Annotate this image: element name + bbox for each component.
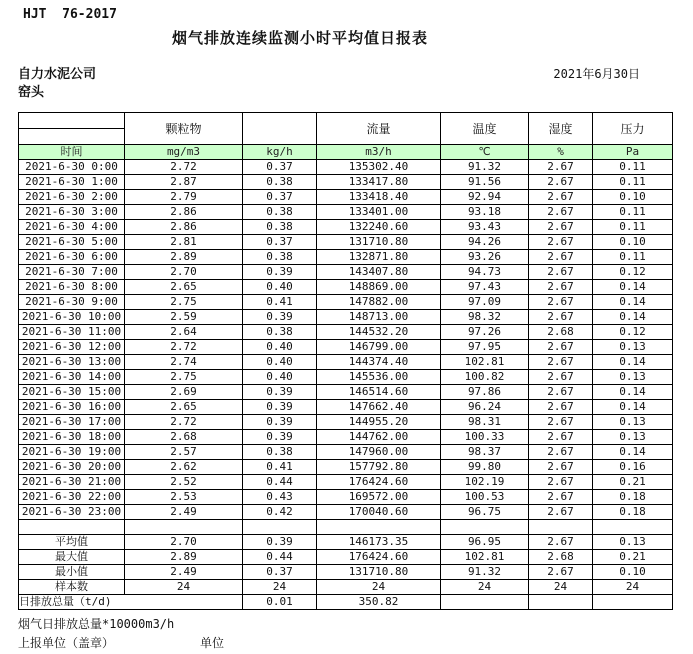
summary-value-cell: 24 — [125, 580, 243, 595]
value-cell: 0.38 — [243, 205, 317, 220]
value-cell: 96.75 — [441, 505, 529, 520]
value-cell: 0.13 — [593, 430, 673, 445]
data-row — [19, 235, 673, 250]
value-cell: 92.94 — [441, 190, 529, 205]
data-row — [19, 430, 673, 445]
summary-value-cell: 24 — [529, 580, 593, 595]
value-cell: 0.37 — [243, 160, 317, 175]
summary-value-cell: 0.21 — [593, 550, 673, 565]
value-cell: 2.52 — [125, 475, 243, 490]
summary-value-cell: 146173.35 — [317, 535, 441, 550]
value-cell: 132240.60 — [317, 220, 441, 235]
value-cell: 0.12 — [593, 325, 673, 340]
value-cell: 2.67 — [529, 190, 593, 205]
col-header-humidity: 湿度 — [529, 113, 593, 145]
value-cell: 0.39 — [243, 265, 317, 280]
value-cell: 176424.60 — [317, 475, 441, 490]
value-cell: 91.32 — [441, 160, 529, 175]
data-row — [19, 325, 673, 340]
value-cell: 0.41 — [243, 295, 317, 310]
value-cell: 97.09 — [441, 295, 529, 310]
data-row — [19, 295, 673, 310]
value-cell: 2.67 — [529, 175, 593, 190]
value-cell: 2.59 — [125, 310, 243, 325]
summary-value-cell: 2.70 — [125, 535, 243, 550]
summary-value-cell: 91.32 — [441, 565, 529, 580]
summary-value-cell: 0.37 — [243, 565, 317, 580]
value-cell: 0.13 — [593, 370, 673, 385]
value-cell: 147882.00 — [317, 295, 441, 310]
value-cell: 2.65 — [125, 400, 243, 415]
time-cell: 2021-6-30 23:00 — [19, 505, 125, 520]
value-cell: 0.18 — [593, 505, 673, 520]
daily-total-flow: 350.82 — [317, 595, 441, 610]
time-cell: 2021-6-30 11:00 — [19, 325, 125, 340]
value-cell: 0.14 — [593, 310, 673, 325]
value-cell: 0.14 — [593, 355, 673, 370]
data-row — [19, 265, 673, 280]
value-cell: 94.73 — [441, 265, 529, 280]
value-cell: 2.67 — [529, 445, 593, 460]
data-row — [19, 340, 673, 355]
daily-total-humidity — [529, 595, 593, 610]
value-cell: 93.18 — [441, 205, 529, 220]
spacer-cell — [529, 520, 593, 535]
value-cell: 2.67 — [529, 235, 593, 250]
value-cell: 2.49 — [125, 505, 243, 520]
value-cell: 100.82 — [441, 370, 529, 385]
value-cell: 157792.80 — [317, 460, 441, 475]
data-row — [19, 505, 673, 520]
value-cell: 99.80 — [441, 460, 529, 475]
daily-total-kg-h: 0.01 — [243, 595, 317, 610]
value-cell: 98.37 — [441, 445, 529, 460]
value-cell: 0.39 — [243, 430, 317, 445]
time-cell: 2021-6-30 10:00 — [19, 310, 125, 325]
unit-header-row — [19, 145, 673, 160]
value-cell: 0.39 — [243, 415, 317, 430]
value-cell: 0.11 — [593, 160, 673, 175]
value-cell: 148869.00 — [317, 280, 441, 295]
data-row — [19, 250, 673, 265]
col-header-temperature: 温度 — [441, 113, 529, 145]
value-cell: 91.56 — [441, 175, 529, 190]
unit-header-mg-m3: mg/m3 — [125, 145, 243, 160]
value-cell: 0.14 — [593, 295, 673, 310]
data-row — [19, 490, 673, 505]
value-cell: 0.39 — [243, 385, 317, 400]
doc-code: HJT 76-2017 — [23, 7, 117, 22]
value-cell: 0.39 — [243, 400, 317, 415]
value-cell: 2.67 — [529, 505, 593, 520]
company-name: 自力水泥公司 — [18, 67, 97, 82]
unit-header-m3-h: m3/h — [317, 145, 441, 160]
report-date: 2021年6月30日 — [553, 67, 640, 81]
value-cell: 2.81 — [125, 235, 243, 250]
time-cell: 2021-6-30 20:00 — [19, 460, 125, 475]
value-cell: 2.72 — [125, 340, 243, 355]
value-cell: 97.95 — [441, 340, 529, 355]
data-row — [19, 220, 673, 235]
reporting-unit-label: 上报单位（盖章） — [18, 636, 115, 650]
value-cell: 0.11 — [593, 220, 673, 235]
spacer-cell — [19, 520, 125, 535]
total-row — [19, 595, 673, 610]
group-header-row — [19, 113, 673, 129]
summary-row — [19, 580, 673, 595]
value-cell: 132871.80 — [317, 250, 441, 265]
summary-value-cell: 131710.80 — [317, 565, 441, 580]
value-cell: 2.62 — [125, 460, 243, 475]
spacer-cell — [317, 520, 441, 535]
value-cell: 2.67 — [529, 475, 593, 490]
data-row — [19, 400, 673, 415]
value-cell: 2.74 — [125, 355, 243, 370]
value-cell: 133401.00 — [317, 205, 441, 220]
col-header-blank — [243, 113, 317, 145]
time-cell: 2021-6-30 8:00 — [19, 280, 125, 295]
summary-value-cell: 0.44 — [243, 550, 317, 565]
col-header-particulate: 颗粒物 — [125, 113, 243, 145]
summary-value-cell: 2.67 — [529, 535, 593, 550]
value-cell: 2.67 — [529, 250, 593, 265]
value-cell: 0.14 — [593, 400, 673, 415]
value-cell: 0.11 — [593, 205, 673, 220]
summary-value-cell: 0.13 — [593, 535, 673, 550]
value-cell: 144532.20 — [317, 325, 441, 340]
time-cell: 2021-6-30 21:00 — [19, 475, 125, 490]
value-cell: 2.64 — [125, 325, 243, 340]
data-row — [19, 205, 673, 220]
value-cell: 0.14 — [593, 280, 673, 295]
value-cell: 0.12 — [593, 265, 673, 280]
value-cell: 2.67 — [529, 160, 593, 175]
value-cell: 2.79 — [125, 190, 243, 205]
value-cell: 2.72 — [125, 415, 243, 430]
value-cell: 98.32 — [441, 310, 529, 325]
unit-header-pa: Pa — [593, 145, 673, 160]
value-cell: 133417.80 — [317, 175, 441, 190]
monitoring-point: 窑头 — [18, 85, 45, 100]
value-cell: 131710.80 — [317, 235, 441, 250]
value-cell: 0.16 — [593, 460, 673, 475]
value-cell: 0.11 — [593, 175, 673, 190]
value-cell: 0.14 — [593, 445, 673, 460]
value-cell: 148713.00 — [317, 310, 441, 325]
value-cell: 145536.00 — [317, 370, 441, 385]
value-cell: 147662.40 — [317, 400, 441, 415]
spacer-cell — [441, 520, 529, 535]
value-cell: 0.37 — [243, 190, 317, 205]
data-row — [19, 445, 673, 460]
summary-value-cell: 24 — [317, 580, 441, 595]
value-cell: 147960.00 — [317, 445, 441, 460]
value-cell: 2.75 — [125, 295, 243, 310]
value-cell: 0.21 — [593, 475, 673, 490]
value-cell: 102.81 — [441, 355, 529, 370]
unit-header-time: 时间 — [19, 145, 125, 160]
value-cell: 144374.40 — [317, 355, 441, 370]
value-cell: 0.10 — [593, 235, 673, 250]
time-cell: 2021-6-30 15:00 — [19, 385, 125, 400]
summary-value-cell: 102.81 — [441, 550, 529, 565]
value-cell: 93.26 — [441, 250, 529, 265]
value-cell: 2.67 — [529, 205, 593, 220]
value-cell: 0.38 — [243, 250, 317, 265]
summary-value-cell: 2.68 — [529, 550, 593, 565]
spacer-cell — [125, 520, 243, 535]
summary-label-cell: 样本数 — [19, 580, 125, 595]
value-cell: 2.68 — [529, 325, 593, 340]
summary-label-cell: 最小值 — [19, 565, 125, 580]
value-cell: 2.67 — [529, 220, 593, 235]
data-row — [19, 310, 673, 325]
summary-value-cell: 2.89 — [125, 550, 243, 565]
value-cell: 102.19 — [441, 475, 529, 490]
value-cell: 2.67 — [529, 430, 593, 445]
value-cell: 93.43 — [441, 220, 529, 235]
value-cell: 143407.80 — [317, 265, 441, 280]
time-cell: 2021-6-30 22:00 — [19, 490, 125, 505]
data-row — [19, 160, 673, 175]
value-cell: 0.11 — [593, 250, 673, 265]
time-cell: 2021-6-30 2:00 — [19, 190, 125, 205]
data-row — [19, 370, 673, 385]
value-cell: 0.40 — [243, 340, 317, 355]
daily-total-temperature — [441, 595, 529, 610]
value-cell: 144955.20 — [317, 415, 441, 430]
value-cell: 0.37 — [243, 235, 317, 250]
value-cell: 97.26 — [441, 325, 529, 340]
page-title: 烟气排放连续监测小时平均值日报表 — [171, 29, 428, 47]
value-cell: 2.68 — [125, 430, 243, 445]
value-cell: 2.67 — [529, 265, 593, 280]
value-cell: 2.72 — [125, 160, 243, 175]
summary-row — [19, 550, 673, 565]
data-row — [19, 475, 673, 490]
data-row — [19, 415, 673, 430]
value-cell: 2.67 — [529, 400, 593, 415]
value-cell: 0.39 — [243, 310, 317, 325]
value-cell: 2.67 — [529, 280, 593, 295]
value-cell: 100.33 — [441, 430, 529, 445]
summary-label-cell: 最大值 — [19, 550, 125, 565]
value-cell: 133418.40 — [317, 190, 441, 205]
value-cell: 0.42 — [243, 505, 317, 520]
value-cell: 146514.60 — [317, 385, 441, 400]
time-cell: 2021-6-30 5:00 — [19, 235, 125, 250]
value-cell: 0.10 — [593, 190, 673, 205]
value-cell: 97.43 — [441, 280, 529, 295]
summary-row — [19, 565, 673, 580]
value-cell: 97.86 — [441, 385, 529, 400]
value-cell: 2.67 — [529, 415, 593, 430]
report-table — [18, 112, 673, 610]
time-cell: 2021-6-30 3:00 — [19, 205, 125, 220]
time-cell: 2021-6-30 14:00 — [19, 370, 125, 385]
summary-label-cell: 平均值 — [19, 535, 125, 550]
summary-value-cell: 0.39 — [243, 535, 317, 550]
value-cell: 0.40 — [243, 370, 317, 385]
value-cell: 2.87 — [125, 175, 243, 190]
data-row — [19, 385, 673, 400]
data-row — [19, 280, 673, 295]
value-cell: 0.44 — [243, 475, 317, 490]
data-row — [19, 175, 673, 190]
data-row — [19, 190, 673, 205]
value-cell: 0.13 — [593, 415, 673, 430]
time-cell: 2021-6-30 12:00 — [19, 340, 125, 355]
value-cell: 144762.00 — [317, 430, 441, 445]
corner-cell-bottom — [19, 129, 125, 145]
unit-header-celsius: ℃ — [441, 145, 529, 160]
value-cell: 135302.40 — [317, 160, 441, 175]
unit-header-kg-h: kg/h — [243, 145, 317, 160]
value-cell: 2.65 — [125, 280, 243, 295]
value-cell: 2.69 — [125, 385, 243, 400]
value-cell: 0.40 — [243, 355, 317, 370]
value-cell: 0.43 — [243, 490, 317, 505]
value-cell: 0.38 — [243, 445, 317, 460]
value-cell: 0.38 — [243, 220, 317, 235]
time-cell: 2021-6-30 18:00 — [19, 430, 125, 445]
value-cell: 96.24 — [441, 400, 529, 415]
value-cell: 2.67 — [529, 385, 593, 400]
unit-label: 单位 — [200, 636, 225, 650]
daily-total-label: 日排放总量（t/d) — [19, 595, 243, 610]
value-cell: 2.86 — [125, 205, 243, 220]
time-cell: 2021-6-30 0:00 — [19, 160, 125, 175]
summary-value-cell: 2.67 — [529, 565, 593, 580]
spacer-row — [19, 520, 673, 535]
value-cell: 2.70 — [125, 265, 243, 280]
value-cell: 169572.00 — [317, 490, 441, 505]
value-cell: 2.67 — [529, 340, 593, 355]
value-cell: 0.13 — [593, 340, 673, 355]
time-cell: 2021-6-30 16:00 — [19, 400, 125, 415]
value-cell: 2.53 — [125, 490, 243, 505]
time-cell: 2021-6-30 17:00 — [19, 415, 125, 430]
flow-unit-note: 烟气日排放总量*10000m3/h — [18, 617, 175, 631]
summary-value-cell: 24 — [243, 580, 317, 595]
value-cell: 94.26 — [441, 235, 529, 250]
summary-value-cell: 24 — [593, 580, 673, 595]
value-cell: 2.75 — [125, 370, 243, 385]
spacer-cell — [243, 520, 317, 535]
summary-value-cell: 0.10 — [593, 565, 673, 580]
corner-cell-top — [19, 113, 125, 129]
value-cell: 0.18 — [593, 490, 673, 505]
value-cell: 98.31 — [441, 415, 529, 430]
time-cell: 2021-6-30 1:00 — [19, 175, 125, 190]
value-cell: 2.67 — [529, 310, 593, 325]
summary-row — [19, 535, 673, 550]
value-cell: 2.67 — [529, 355, 593, 370]
summary-value-cell: 176424.60 — [317, 550, 441, 565]
summary-value-cell: 96.95 — [441, 535, 529, 550]
data-row — [19, 355, 673, 370]
value-cell: 2.67 — [529, 460, 593, 475]
value-cell: 2.57 — [125, 445, 243, 460]
summary-value-cell: 2.49 — [125, 565, 243, 580]
value-cell: 0.38 — [243, 175, 317, 190]
value-cell: 2.67 — [529, 490, 593, 505]
col-header-flow: 流量 — [317, 113, 441, 145]
time-cell: 2021-6-30 7:00 — [19, 265, 125, 280]
value-cell: 2.67 — [529, 370, 593, 385]
value-cell: 2.67 — [529, 295, 593, 310]
col-header-pressure: 压力 — [593, 113, 673, 145]
value-cell: 0.38 — [243, 325, 317, 340]
time-cell: 2021-6-30 6:00 — [19, 250, 125, 265]
value-cell: 170040.60 — [317, 505, 441, 520]
value-cell: 2.86 — [125, 220, 243, 235]
data-row — [19, 460, 673, 475]
value-cell: 2.89 — [125, 250, 243, 265]
value-cell: 100.53 — [441, 490, 529, 505]
value-cell: 0.14 — [593, 385, 673, 400]
time-cell: 2021-6-30 19:00 — [19, 445, 125, 460]
daily-total-pressure — [593, 595, 673, 610]
summary-value-cell: 24 — [441, 580, 529, 595]
time-cell: 2021-6-30 4:00 — [19, 220, 125, 235]
value-cell: 0.41 — [243, 460, 317, 475]
spacer-cell — [593, 520, 673, 535]
value-cell: 146799.00 — [317, 340, 441, 355]
unit-header-percent: % — [529, 145, 593, 160]
time-cell: 2021-6-30 13:00 — [19, 355, 125, 370]
time-cell: 2021-6-30 9:00 — [19, 295, 125, 310]
value-cell: 0.40 — [243, 280, 317, 295]
